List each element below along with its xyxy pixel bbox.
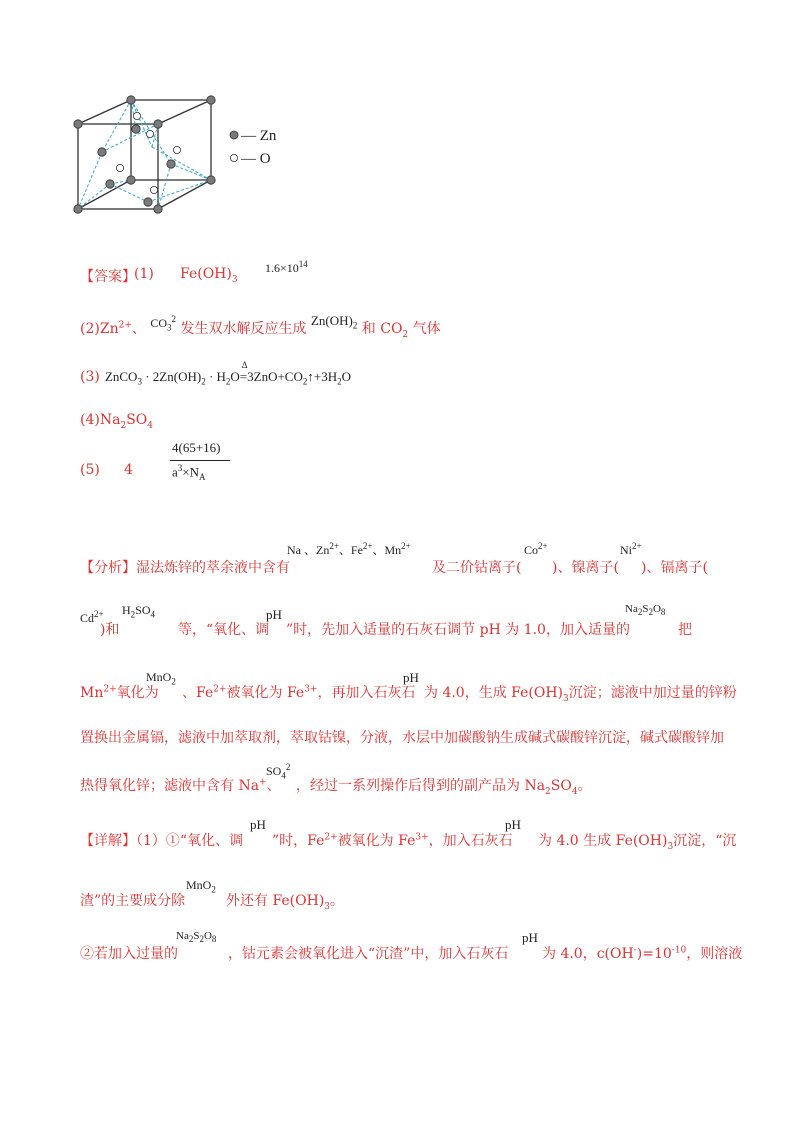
analysis-ph-2: pH (403, 670, 419, 685)
analysis-nickel-text: )、镍离子( (552, 560, 619, 576)
answer-3-equation: (3) ZnCO$_3$ · $2Zn(OH)_2 \cdot H_2O$ Δ $=3ZnO+CO_2↑+3H_2O$ (80, 360, 351, 387)
analysis-line-1: 【分析】湿法炼锌的萃余液中含有 (80, 560, 290, 576)
analysis-line-2-a: )和 (100, 622, 120, 638)
analysis-cobalt-text: 及二价钴离子( (432, 560, 522, 576)
answer-5-value: 4 (124, 462, 133, 478)
analysis-ph-1: pH (266, 607, 282, 622)
zn-atom-legend-icon (230, 131, 238, 139)
legend-zn-label: — Zn (241, 128, 277, 144)
analysis-co-ion: $Co^{2+}$ (524, 541, 548, 557)
answer-1-text: $Fe(OH)_3$ (180, 266, 238, 285)
analysis-line-2-c: ”时，先加入适量的石灰石调节 pH 为 1.0，加入适量的 (286, 622, 630, 638)
detail-na2s2o8: $Na_2S_2O_8$ (176, 930, 217, 945)
analysis-ions: Na 、$Zn^{2+}$、$Fe^{2+}$、$Mn^{2+}$ (287, 541, 411, 557)
zno-unit-cell-figure (66, 92, 296, 222)
analysis-so4-ion: $SO_4^2$ (266, 762, 291, 781)
detail-line-2-b: 外还有 $Fe(OH)_3$。 (226, 893, 345, 912)
o-atom-legend-icon (230, 154, 237, 161)
answer-1-num: (1) (134, 266, 154, 282)
analysis-na2s2o8: $Na_2S_2O_8$ (625, 603, 666, 618)
detail-line-3-c: 为 4.0，$c(OH^-)=10^{-10}$，则溶液 (542, 945, 743, 962)
answer-label: 【答案】 (80, 269, 136, 285)
detail-ph-2: pH (505, 817, 521, 832)
answer-5-num: (5) (80, 462, 100, 478)
analysis-line-5-a: 热得氧化锌；滤液中含有 Na+、 (80, 777, 281, 794)
analysis-line-3-a: $Mn^{2+}$氧化为 (80, 684, 159, 701)
analysis-ni-ion: $Ni^{2+}$ (620, 541, 642, 557)
analysis-line-5-b: ，经过一系列操作后得到的副产品为 $Na_2SO_4$。 (296, 778, 592, 797)
detail-mno2: MnO$_2$ (186, 878, 216, 895)
answer-5-numerator: 4(65+16) (172, 440, 221, 455)
detail-line-1-b: ”时，$Fe^{2+}$被氧化为 $Fe^{3+}$，加入石灰石 (272, 832, 513, 849)
analysis-mno2: MnO$_2$ (146, 670, 176, 687)
answer-4-line: $(4)Na_2SO_4$ (80, 412, 153, 431)
detail-line-3-a: ②若加入过量的 (80, 946, 178, 962)
analysis-cd-ion: $Cd^{2+}$ (80, 609, 104, 625)
answer-5-fraction-bar (170, 460, 230, 461)
detail-line-1-c: 为 4.0 生成 $Fe(OH)_3$沉淀，“沉 (538, 833, 737, 852)
detail-line-1-a: 【详解】（1）①“氧化、调 (80, 833, 244, 849)
analysis-cadmium-text: )、镉离子( (641, 560, 708, 576)
detail-ph-3: pH (522, 930, 538, 945)
answer-2-line: $(2)Zn^{2+}$、 $CO_3^2$ 发生双水解反应生成 $Zn(OH)_2$ 和 $CO_2$ 气体 (80, 313, 441, 340)
legend-o-label: — O (241, 151, 271, 167)
analysis-line-3-b: 、$Fe^{2+}$被氧化为 $Fe^{3+}$，再加入石灰石 (182, 684, 416, 701)
analysis-h2so4: $H_2SO_4$ (122, 603, 156, 620)
answer-1-formula: $1.6\times 10^{14}$ (265, 259, 308, 275)
analysis-line-2-d: 把 (678, 622, 692, 638)
detail-line-2-a: 渣”的主要成分除 (80, 893, 186, 909)
detail-line-3-b: ，钴元素会被氧化进入“沉渣”中，加入石灰石 (228, 946, 509, 962)
detail-ph-1: pH (250, 817, 266, 832)
analysis-line-2-b: 等，“氧化、调 (178, 622, 270, 638)
analysis-line-4: 置换出金属镉，滤液中加萃取剂，萃取钴镍，分液，水层中加碳酸钠生成碱式碳酸锌沉淀，碱式碳酸锌加 (80, 730, 724, 746)
answer-5-denominator: $a^3\times N_A$ (172, 463, 206, 482)
analysis-line-3-c: 为 4.0，生成 $Fe(OH)_3$沉淀；滤液中加过量的锌粉 (424, 685, 737, 704)
